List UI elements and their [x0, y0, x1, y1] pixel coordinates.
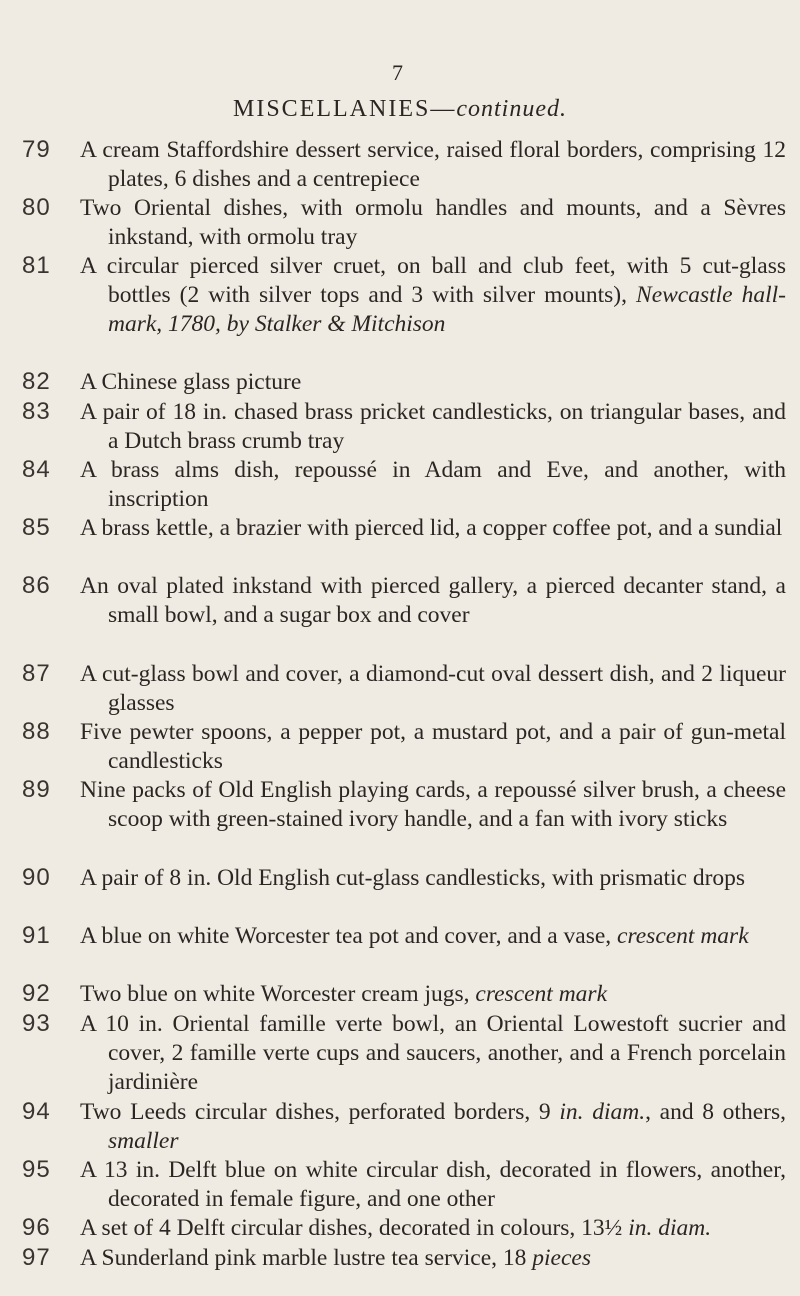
lot-description: A brass alms dish, repoussé in Adam and Eve, and another, with inscription — [80, 457, 786, 512]
lot-description: Two Oriental dishes, with ormolu handles and mounts, and a Sèvres inkstand, with ormolu tray — [80, 195, 786, 250]
lot-number: 83 — [22, 398, 51, 425]
lot-description: A blue on white Worcester tea pot and cover, and a vase, crescent mark — [80, 923, 749, 949]
lot-number: 96 — [22, 1214, 51, 1241]
lot-number: 82 — [22, 368, 51, 395]
lot-number: 95 — [22, 1156, 51, 1183]
lot-number: 85 — [22, 514, 51, 541]
lot-description: A circular pierced silver cruet, on ball and club feet, with 5 cut-glass bottles (2 with silver tops and 3 with silver mounts), Newcastle hall-mark, 1780, by Stalker & Mitchison — [80, 253, 786, 337]
lot-number: 91 — [22, 922, 51, 949]
lot-number: 93 — [22, 1010, 51, 1037]
lot-description: Nine packs of Old English playing cards, a repoussé silver brush, a cheese scoop with green-stained ivory handle, and a fan with ivory sticks — [80, 777, 786, 832]
lot-number: 79 — [22, 136, 51, 163]
heading-continued: continued. — [456, 96, 567, 122]
lot-description: Two blue on white Worcester cream jugs, crescent mark — [80, 981, 608, 1007]
lot-number: 89 — [22, 776, 51, 803]
lot-number: 90 — [22, 864, 51, 891]
lot-number: 88 — [22, 718, 51, 745]
lot-description: A Sunderland pink marble lustre tea service, 18 pieces — [80, 1245, 591, 1271]
lot-number: 92 — [22, 980, 51, 1007]
lot-number: 81 — [22, 252, 51, 279]
heading-title: MISCELLANIES— — [233, 96, 457, 122]
lot-description: Five pewter spoons, a pepper pot, a mustard pot, and a pair of gun-metal candlesticks — [80, 719, 786, 774]
lot-description: A Chinese glass picture — [80, 369, 302, 395]
lot-description: A 13 in. Delft blue on white circular dish, decorated in flowers, another, decorated in female figure, and one other — [80, 1157, 786, 1212]
lot-description: A 10 in. Oriental famille verte bowl, an Oriental Lowestoft sucrier and cover, 2 famille verte cups and saucers, another, and a French porcelain jardinière — [80, 1011, 786, 1095]
lot-description: A cut-glass bowl and cover, a diamond-cut oval dessert dish, and 2 liqueur glasses — [80, 661, 786, 716]
lot-number: 87 — [22, 660, 51, 687]
lot-description: An oval plated inkstand with pierced gallery, a pierced decanter stand, a small bowl, and a sugar box and cover — [80, 573, 786, 628]
lot-description: A pair of 8 in. Old English cut-glass candlesticks, with prismatic drops — [80, 865, 746, 891]
page-number: 7 — [392, 60, 404, 85]
lot-number: 84 — [22, 456, 51, 483]
lot-description: A set of 4 Delft circular dishes, decorated in colours, 13½ in. diam. — [80, 1215, 712, 1241]
lot-number: 86 — [22, 572, 51, 599]
lot-description: A pair of 18 in. chased brass pricket candlesticks, on triangular bases, and a Dutch brass crumb tray — [80, 399, 786, 454]
lot-number: 97 — [22, 1244, 51, 1271]
lot-number: 94 — [22, 1098, 51, 1125]
lot-number: 80 — [22, 194, 51, 221]
lot-description: A cream Staffordshire dessert service, raised floral borders, comprising 12 plates, 6 dishes and a centrepiece — [80, 137, 786, 192]
lot-description: Two Leeds circular dishes, perforated borders, 9 in. diam., and 8 others, smaller — [80, 1099, 786, 1154]
lot-description: A brass kettle, a brazier with pierced lid, a copper coffee pot, and a sundial — [80, 515, 783, 541]
